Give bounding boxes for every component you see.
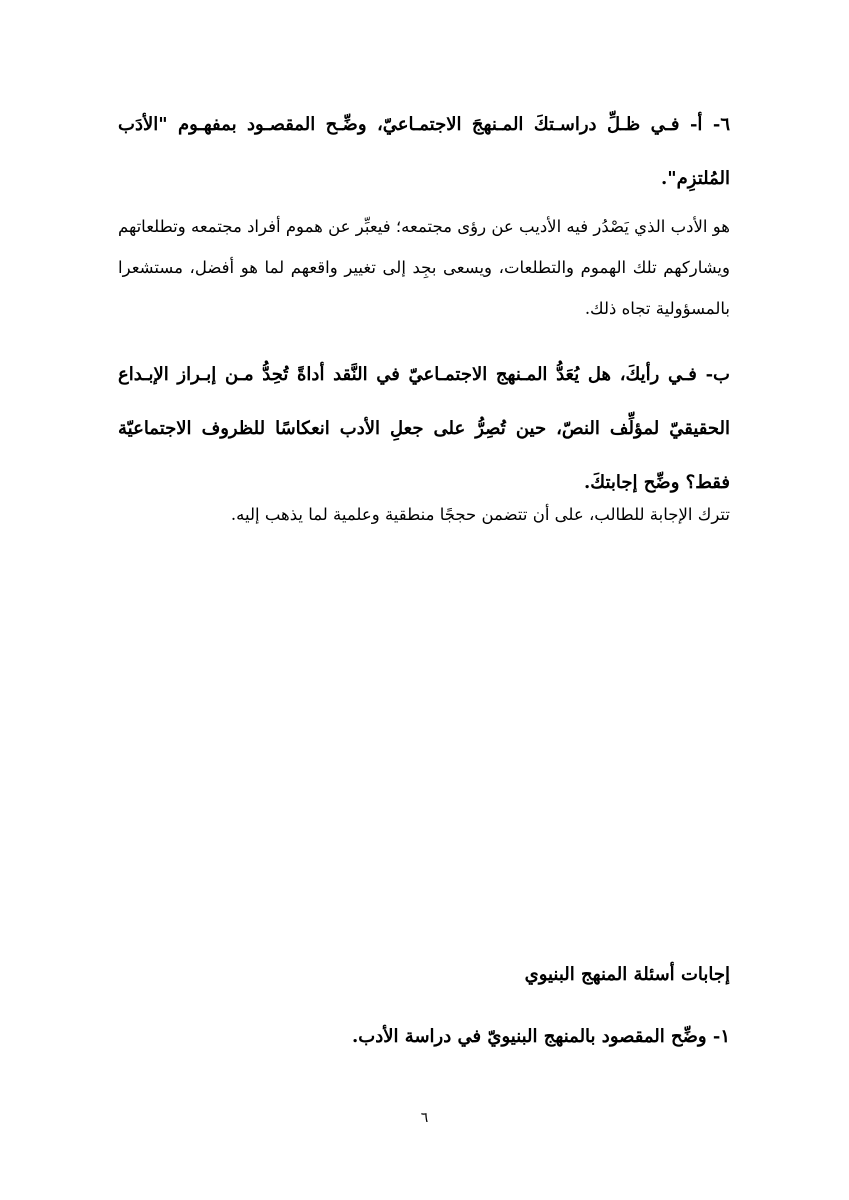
question-6a: ٦- أ- فـي ظـلِّ دراسـتكَ المـنهجَ الاجتمـاعيّ، وضِّـح المقصـود بمفهـوم "الأدَب المُلتزِم". — [118, 114, 730, 189]
section-heading: إجابات أسئلة المنهج البنيوي — [524, 964, 730, 985]
question-6b: ب- فـي رأيكَ، هل يُعَدُّ المـنهج الاجتمـاعيّ في النَّقد أداةً تُحِدُّ مـن إبـراز الإبـداع الحقيقيّ لمؤلِّف النصّ، حين تُصِرُّ على جعلِ الأدب انعكاسًا للظروف الاجتماعيّة فقط؟ وضِّح إجابتكَ. — [118, 364, 730, 493]
answer-6b: تترك الإجابة للطالب، على أن تتضمن حججًا منطقية وعلمية لما يذهب إليه. — [230, 505, 730, 524]
question-1: ١- وضِّح المقصود بالمنهج البنيويّ في دراسة الأدب. — [352, 1026, 730, 1047]
page-number: ٦ — [420, 1110, 429, 1126]
answer-6a: هو الأدب الذي يَصْدُر فيه الأديب عن رؤى مجتمعه؛ فيعبِّر عن هموم أفراد مجتمعه وتطلعاتهم ويشاركهم تلك الهموم والتطلعات، ويسعى بجِد إلى تغيير واقعهم لما هو أفضل، مستشعرا بالمسؤولية تجاه ذلك. — [118, 217, 730, 318]
